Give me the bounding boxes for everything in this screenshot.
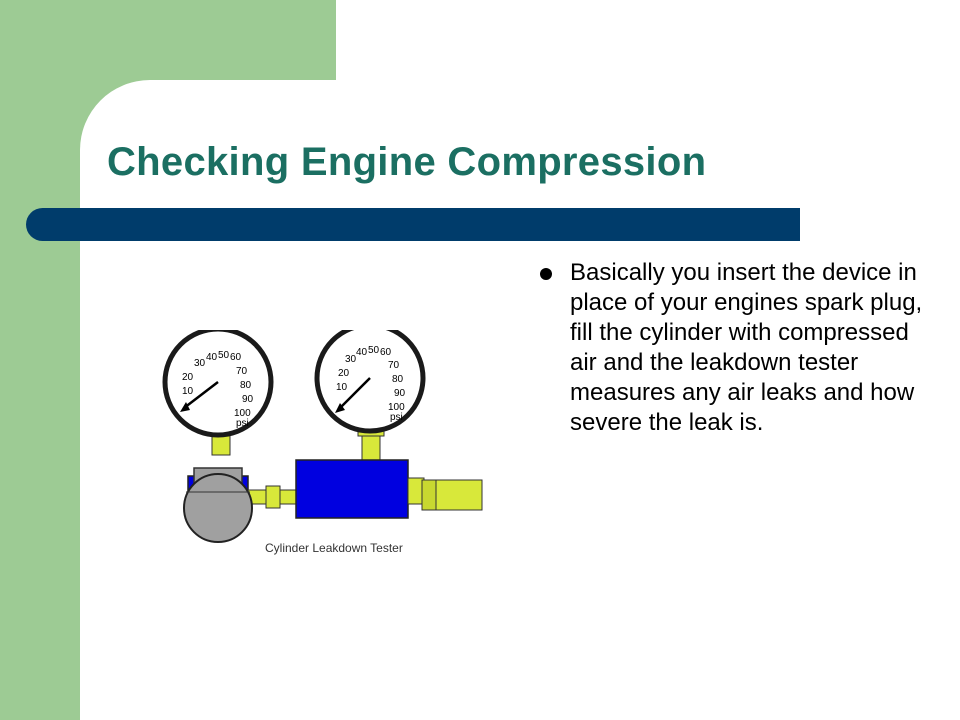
svg-text:50: 50 [368, 345, 380, 356]
illustration-caption: Cylinder Leakdown Tester [265, 541, 403, 555]
svg-text:60: 60 [230, 352, 242, 363]
regulator-knob [184, 468, 252, 542]
svg-text:80: 80 [240, 380, 252, 391]
svg-text:80: 80 [392, 374, 404, 385]
svg-text:90: 90 [242, 394, 254, 405]
svg-text:70: 70 [236, 366, 248, 377]
svg-text:60: 60 [380, 347, 392, 358]
svg-text:40: 40 [206, 352, 218, 363]
svg-text:10: 10 [336, 382, 348, 393]
title-underline-bar [26, 208, 800, 241]
svg-text:20: 20 [182, 372, 194, 383]
bullet-item [540, 258, 930, 438]
svg-text:30: 30 [194, 358, 206, 369]
svg-text:90: 90 [394, 388, 406, 399]
svg-text:100: 100 [388, 402, 405, 413]
bullet-marker [540, 268, 552, 280]
svg-text:40: 40 [356, 347, 368, 358]
bullet-text: Basically you insert the device in place of your engines spark plug, fill the cylinder with compressed air and the leakdown tester measures any air leaks and how severe the leak is. [570, 259, 923, 436]
svg-text:30: 30 [345, 354, 357, 365]
svg-text:20: 20 [338, 368, 350, 379]
svg-text:70: 70 [388, 360, 400, 371]
svg-text:10: 10 [182, 386, 194, 397]
left-pressure-gauge [165, 330, 271, 455]
svg-text:50: 50 [218, 350, 230, 361]
leakdown-tester-illustration [160, 330, 490, 560]
right-pressure-gauge [317, 330, 423, 460]
bullet-list [540, 258, 930, 438]
svg-text:psi: psi [390, 412, 403, 423]
svg-text:psi: psi [236, 418, 249, 429]
slide-title: Checking Engine Compression [107, 140, 707, 184]
svg-text:100: 100 [234, 408, 251, 419]
